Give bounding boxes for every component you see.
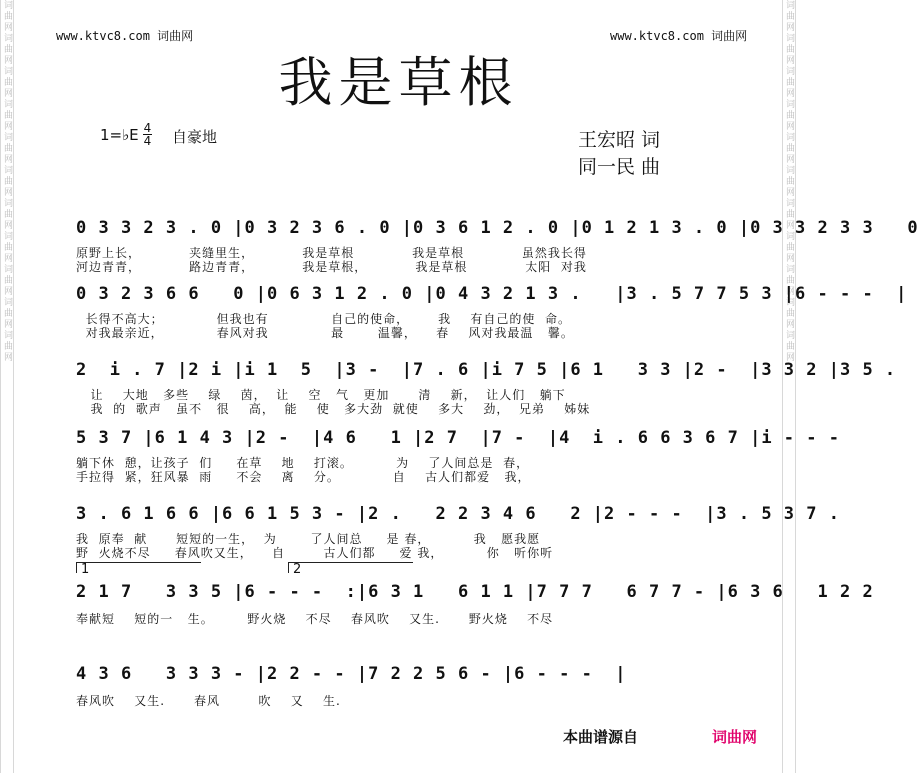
volta-second-ending: 2	[288, 562, 413, 573]
key-signature	[100, 122, 152, 147]
notes-line: 2 i . 7 |2 i |i 1 5 |3 - |7 . 6 |i 7 5 |6 1 3 3 |2 - |3 3 2 |3 5 .	[76, 360, 897, 380]
time-signature	[143, 122, 153, 147]
site-url-left[interactable]: www.ktvc8.com 词曲网	[56, 29, 194, 43]
lyric-verse-1: 让 大地 多些 绿 茵， 让 空 气 更加 清 新， 让人们 躺下	[76, 388, 566, 402]
key-label: 1=♭E	[100, 125, 139, 144]
lyricist-credit: 王宏昭 词	[578, 129, 661, 151]
source-logo[interactable]: 词曲网	[712, 728, 758, 746]
tempo-style: 自豪地	[172, 128, 218, 146]
score-line-1	[76, 216, 919, 276]
score-line-7	[76, 650, 721, 710]
lyric-verse-2: 野 火烧不尽 春风吹又生， 自 古人们都 爱 我， 你 听你听	[76, 546, 554, 560]
score-line-6	[76, 562, 874, 626]
score-line-4	[76, 424, 840, 484]
score-line-2	[76, 282, 908, 342]
time-signature-top: 4	[143, 121, 152, 135]
notes-line: 4 3 6 3 3 3 - |2 2 - - |7 2 2 5 6 - |6 - - - |	[76, 664, 627, 684]
left-watermark-text: 词曲网词曲网词曲网词曲网词曲网词曲网词曲网词曲网词曲网词曲网词曲网	[2, 0, 12, 363]
lyric-verse-1: 原野上长， 夹缝里生， 我是草根 我是草根 虽然我长得	[76, 246, 587, 260]
lyric-verse-1: 春风吹 又生. 春风 吹 又 生.	[76, 694, 341, 708]
song-title: 我是草根	[278, 51, 519, 114]
lyric-verse-2: 对我最亲近， 春风对我 最 温馨， 春 风对我最温 馨。	[76, 326, 574, 340]
notes-line: 3 . 6 1 6 6 |6 6 1 5 3 - |2 . 2 2 3 4 6 2 |2 - - - |3 . 5 3 7 .	[76, 504, 840, 524]
lyric-verse-2: 河边青青， 路边青青， 我是草根， 我是草根 太阳 对我	[76, 260, 587, 274]
lyric-verse-1: 我 原奉 献 短短的一生， 为 了人间总 是 春， 我 愿我愿	[76, 532, 541, 546]
lyric-verse-2: 我 的 歌声 虽不 很 高， 能 使 多大劲 就使 多大 劲， 兄弟 姊妹	[76, 402, 591, 416]
composer-credit: 同一民 曲	[578, 156, 661, 178]
lyric-verse-2: 手拉得 紧，狂风暴 雨 不会 离 分。 自 古人们都爱 我，	[76, 470, 531, 484]
notes-line: 5 3 7 |6 1 4 3 |2 - |4 6 1 |2 7 |7 - |4 i . 6 6 3 6 7 |i - - -	[76, 428, 840, 448]
lyric-verse-1: 长得不高大； 但我也有 自己的使命， 我 有自己的使 命。	[76, 312, 571, 326]
notes-line: 2 1 7 3 3 5 |6 - - - :|6 3 1 6 1 1 |7 7 7 6 7 7 - |6 3 6 1 2 2	[76, 582, 874, 602]
notes-line: 0 3 2 3 6 6 0 |0 6 3 1 2 . 0 |0 4 3 2 1 3 . |3 . 5 7 7 5 3 |6 - - - |	[76, 284, 908, 304]
time-signature-bottom: 4	[143, 134, 152, 148]
source-label: 本曲谱源自	[563, 728, 639, 746]
right-watermark-text: 词曲网词曲网词曲网词曲网词曲网词曲网词曲网词曲网词曲网词曲网词曲网	[784, 0, 794, 363]
score-line-3	[76, 356, 897, 420]
score-line-5	[76, 500, 840, 560]
site-url-right[interactable]: www.ktvc8.com 词曲网	[610, 29, 748, 43]
notes-line: 0 3 3 2 3 . 0 |0 3 2 3 6 . 0 |0 3 6 1 2 . 0 |0 1 2 1 3 . 0 |0 3 3 2 3 3 0	[76, 218, 919, 238]
lyric-verse-1: 奉献短 短的一 生。 野火烧 不尽 春风吹 又生. 野火烧 不尽	[76, 612, 554, 626]
volta-first-ending: 1	[76, 562, 201, 573]
lyric-verse-1: 躺下休 憩，让孩子 们 在草 地 打滚。 为 了人间总是 春，	[76, 456, 530, 470]
